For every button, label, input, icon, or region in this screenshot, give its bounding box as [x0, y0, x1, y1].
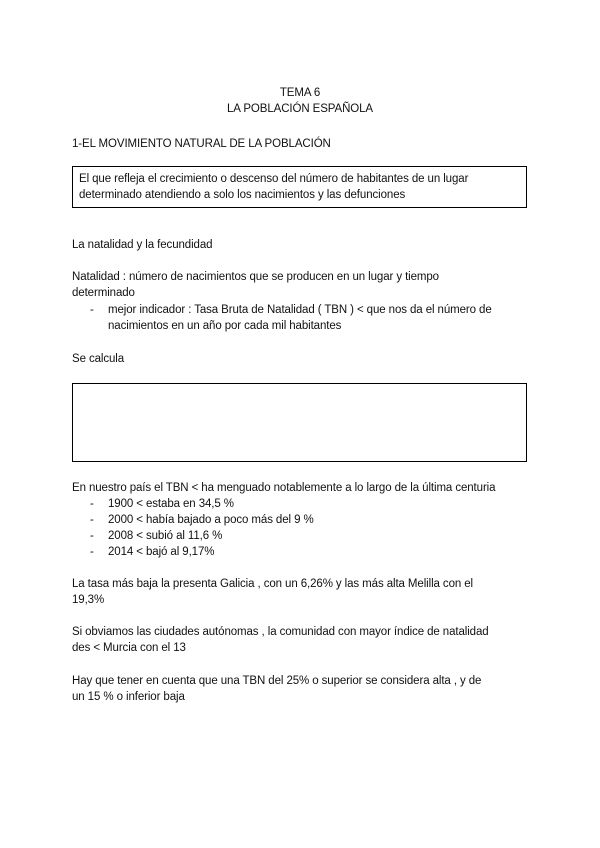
- natalidad-line-1: Natalidad : número de nacimientos que se producen en un lugar y tiempo: [72, 271, 439, 283]
- subheading-natalidad: La natalidad y la fecundidad: [72, 239, 213, 251]
- galicia-line-2: 19,3%: [72, 594, 105, 606]
- indicator-line-1: mejor indicador : Tasa Bruta de Natalidad ( TBN ) < que nos da el número de: [108, 304, 492, 316]
- bullet-dash: -: [90, 304, 94, 316]
- formula-box: [72, 383, 527, 462]
- definition-box: [72, 166, 527, 208]
- indicator-line-2: nacimientos en un año por cada mil habitantes: [108, 320, 342, 332]
- bullet-dash: -: [90, 498, 94, 510]
- page-title: LA POBLACIÓN ESPAÑOLA: [227, 103, 373, 115]
- tbn-history-item: 2008 < subió al 11,6 %: [108, 530, 223, 542]
- natalidad-line-2: determinado: [72, 287, 135, 299]
- section-heading: 1-EL MOVIMIENTO NATURAL DE LA POBLACIÓN: [72, 138, 331, 150]
- tbn-history-item: 2000 < había bajado a poco más del 9 %: [108, 514, 314, 526]
- bullet-dash: -: [90, 546, 94, 558]
- definition-line-2: determinado atendiendo a solo los nacimientos y las defunciones: [79, 189, 406, 201]
- threshold-line-2: un 15 % o inferior baja: [72, 691, 185, 703]
- definition-line-1: El que refleja el crecimiento o descenso del número de habitantes de un lugar: [79, 173, 469, 185]
- topic-number: TEMA 6: [279, 87, 321, 99]
- tbn-history-item: 1900 < estaba en 34,5 %: [108, 498, 234, 510]
- bullet-dash: -: [90, 514, 94, 526]
- bullet-dash: -: [90, 530, 94, 542]
- tbn-intro: En nuestro país el TBN < ha menguado notablemente a lo largo de la última centuria: [72, 482, 496, 494]
- tbn-history-item: 2014 < bajó al 9,17%: [108, 546, 215, 558]
- threshold-line-1: Hay que tener en cuenta que una TBN del 25% o superior se considera alta , y de: [72, 675, 482, 687]
- se-calcula-label: Se calcula: [72, 353, 125, 365]
- murcia-line-1: Si obviamos las ciudades autónomas , la comunidad con mayor índice de natalidad: [72, 626, 489, 638]
- murcia-line-2: des < Murcia con el 13: [72, 642, 186, 654]
- galicia-line-1: La tasa más baja la presenta Galicia , con un 6,26% y las más alta Melilla con el: [72, 578, 474, 590]
